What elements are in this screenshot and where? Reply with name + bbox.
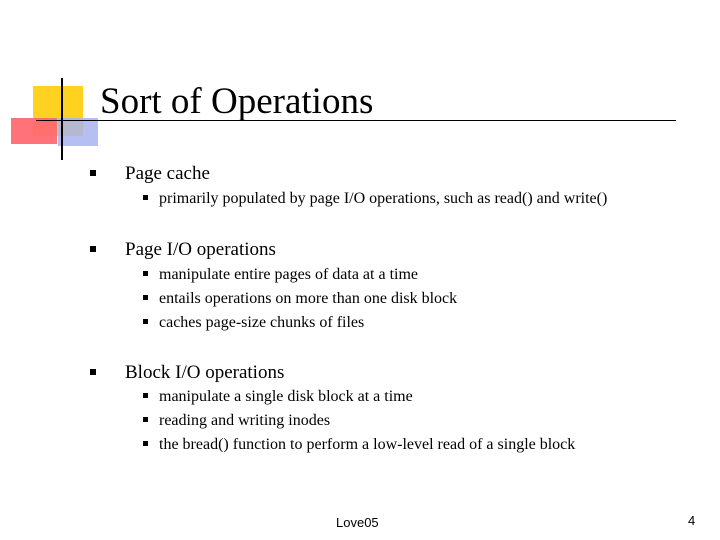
vertical-rule: [61, 78, 63, 160]
square-bullet-icon: [143, 441, 148, 446]
square-bullet-icon: [143, 417, 148, 422]
bullet-block-io: [90, 363, 284, 382]
sub-bullet: [143, 413, 330, 429]
bullet-page-cache: [90, 164, 210, 183]
square-bullet-icon: [143, 319, 148, 324]
sub-bullet-text: the bread() function to perform a low-level read of a single block: [159, 436, 576, 453]
square-bullet-icon: [143, 393, 148, 398]
red-square-decoration: [11, 118, 57, 144]
sub-bullet-text: primarily populated by page I/O operations, such as read() and write(): [159, 190, 608, 207]
sub-bullet: [143, 191, 607, 207]
bullet-heading: Page cache: [125, 163, 210, 184]
sub-bullet: [143, 437, 575, 453]
bullet-heading: Block I/O operations: [125, 362, 285, 383]
sub-bullet-text: caches page-size chunks of files: [159, 314, 365, 331]
sub-bullet-text: manipulate entire pages of data at a time: [159, 266, 418, 283]
slide-footer: Love05: [336, 515, 379, 530]
sub-bullet-text: manipulate a single disk block at a time: [159, 388, 413, 405]
square-bullet-icon: [90, 369, 96, 375]
bullet-page-io: [90, 240, 276, 259]
sub-bullet: [143, 267, 418, 283]
sub-bullet-text: entails operations on more than one disk block: [159, 290, 458, 307]
sub-bullet: [143, 315, 364, 331]
bullet-heading: Page I/O operations: [125, 239, 276, 260]
square-bullet-icon: [90, 246, 96, 252]
square-bullet-icon: [90, 170, 96, 176]
square-bullet-icon: [143, 271, 148, 276]
blue-square-decoration: [58, 118, 98, 146]
square-bullet-icon: [143, 295, 148, 300]
sub-bullet: [143, 291, 457, 307]
slide-title: Sort of Operations: [100, 81, 374, 122]
square-bullet-icon: [143, 195, 148, 200]
sub-bullet-text: reading and writing inodes: [159, 412, 331, 429]
page-number: 4: [688, 513, 696, 528]
sub-bullet: [143, 389, 413, 405]
